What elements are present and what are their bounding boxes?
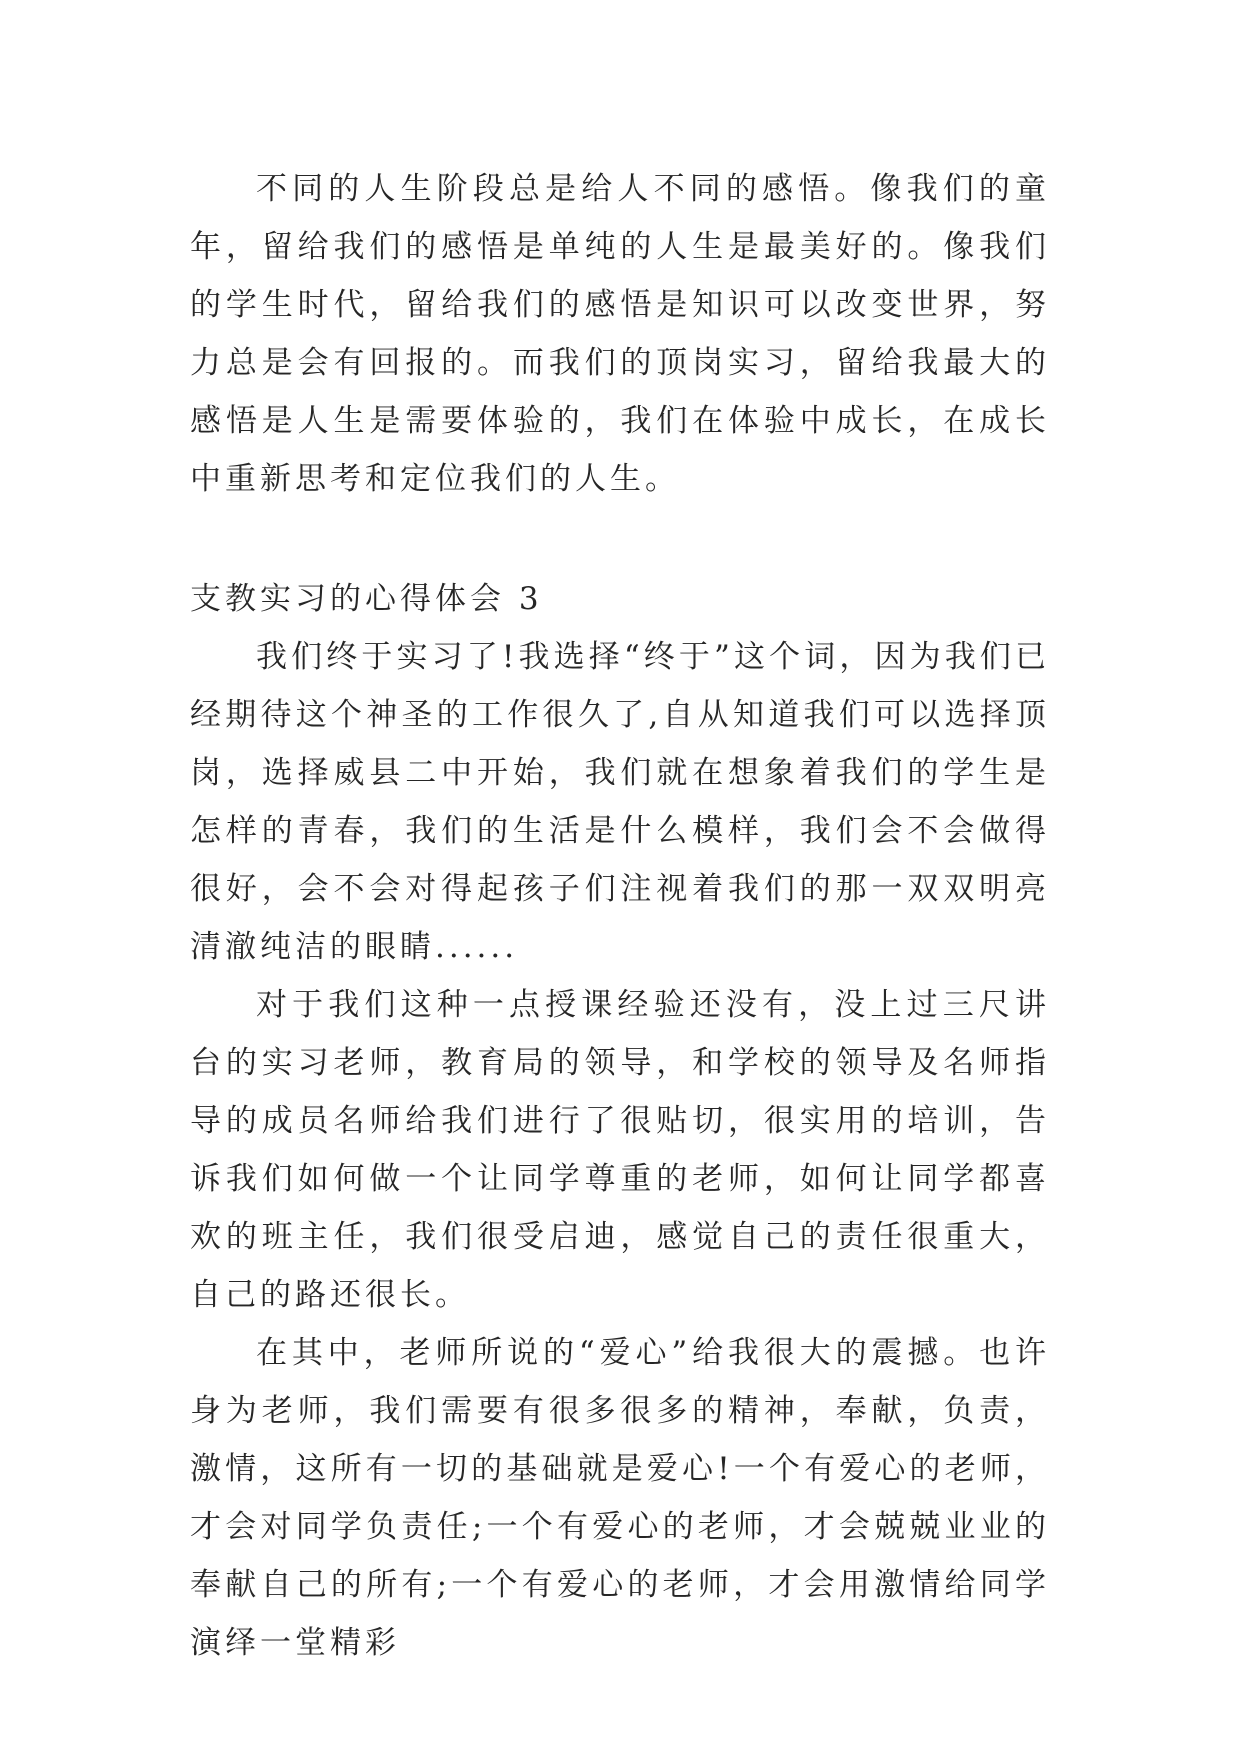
paragraph-training: 对于我们这种一点授课经验还没有，没上过三尺讲台的实习老师，教育局的领导，和学校的领导及名师指导的成员名师给我们进行了很贴切，很实用的培训，告诉我们如何做一个让同学尊重的老师，如何让同学都喜欢的班主任，我们很受启迪，感觉自己的责任很重大，自己的路还很长。 (190, 987, 1050, 1313)
section-title: 支教实习的心得体会 3 (190, 581, 543, 617)
main-text-block (190, 570, 1050, 1672)
paragraph-love-heart: 在其中，老师所说的“爱心”给我很大的震撼。也许身为老师，我们需要有很多很多的精神，奉献，负责，激情，这所有一切的基础就是爱心!一个有爱心的老师，才会对同学负责任;一个有爱心的老师，才会兢兢业业的奉献自己的所有;一个有爱心的老师，才会用激情给同学演绎一堂精彩 (190, 1335, 1050, 1661)
top-text-block (190, 160, 1050, 508)
paragraph-life-stages: 不同的人生阶段总是给人不同的感悟。像我们的童年，留给我们的感悟是单纯的人生是最美好的。像我们的学生时代，留给我们的感悟是知识可以改变世界，努力总是会有回报的。而我们的顶岗实习，留给我最大的感悟是人生是需要体验的，我们在体验中成长，在成长中重新思考和定位我们的人生。 (190, 171, 1050, 497)
paragraph-internship-start: 我们终于实习了!我选择“终于”这个词，因为我们已经期待这个神圣的工作很久了,自从知道我们可以选择顶岗，选择威县二中开始，我们就在想象着我们的学生是怎样的青春，我们的生活是什么模样，我们会不会做得很好，会不会对得起孩子们注视着我们的那一双双明亮清澈纯洁的眼睛...... (190, 639, 1050, 965)
